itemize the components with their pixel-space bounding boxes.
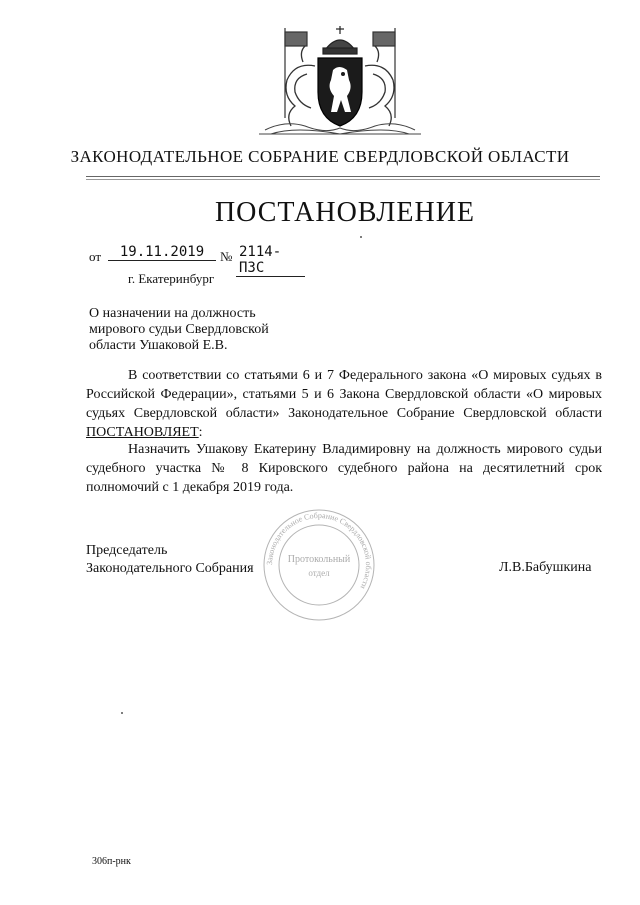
footer-code: 306п-рнк — [92, 856, 131, 867]
decree-verb: ПОСТАНОВЛЯЕТ — [86, 425, 199, 440]
document-type-title: ПОСТАНОВЛЕНИЕ — [214, 197, 476, 228]
scan-speck — [360, 236, 362, 238]
city-name: г. Екатеринбург — [128, 271, 215, 286]
subject-line: области Ушаковой Е.В. — [89, 338, 228, 353]
date-prefix: от — [89, 249, 102, 264]
preamble-text: В соответствии со статьями 6 и 7 Федерального закона «О мировых судьях в Российской Федерации», статьями 5 и 6 Закона Свердловской области «О мировых судьях Свердловской области» Законодательное Собрание Свердловской области — [86, 368, 602, 421]
stamp-center-line: отдел — [308, 568, 330, 578]
stamp-center-line: Протокольный — [287, 554, 351, 565]
resolution-paragraph: Назначить Ушакову Екатерину Владимировну на должность мирового судьи судебного участка № 8 Кировского судебного района на десятилетний срок полномочий с 1 декабря 2019 года. — [86, 442, 602, 495]
organization-name: ЗАКОНОДАТЕЛЬНОЕ СОБРАНИЕ СВЕРДЛОВСКОЙ ОБЛАСТИ — [70, 147, 570, 166]
document-date: 19.11.2019 — [108, 244, 216, 261]
scan-speck — [121, 712, 123, 714]
signatory-title-line: Законодательного Собрания — [86, 561, 254, 576]
official-stamp — [262, 508, 376, 622]
signatory-title — [86, 542, 254, 578]
document-subject — [89, 306, 269, 354]
signatory-name: Л.В.Бабушкина — [499, 560, 592, 575]
subject-line: мирового судьи Свердловской — [89, 322, 269, 337]
decree-colon: : — [198, 425, 203, 440]
document-number: 2114-ПЗС — [236, 244, 305, 277]
header-divider-secondary — [86, 179, 600, 180]
coat-of-arms-icon — [255, 22, 425, 140]
signatory-title-line: Председатель — [86, 543, 168, 558]
stamp-ring-text: Законодательное Собрание Свердловской области — [264, 510, 374, 591]
header-divider — [86, 176, 600, 177]
preamble-paragraph — [86, 366, 602, 442]
number-prefix: № — [220, 249, 233, 264]
subject-line: О назначении на должность — [89, 306, 256, 321]
